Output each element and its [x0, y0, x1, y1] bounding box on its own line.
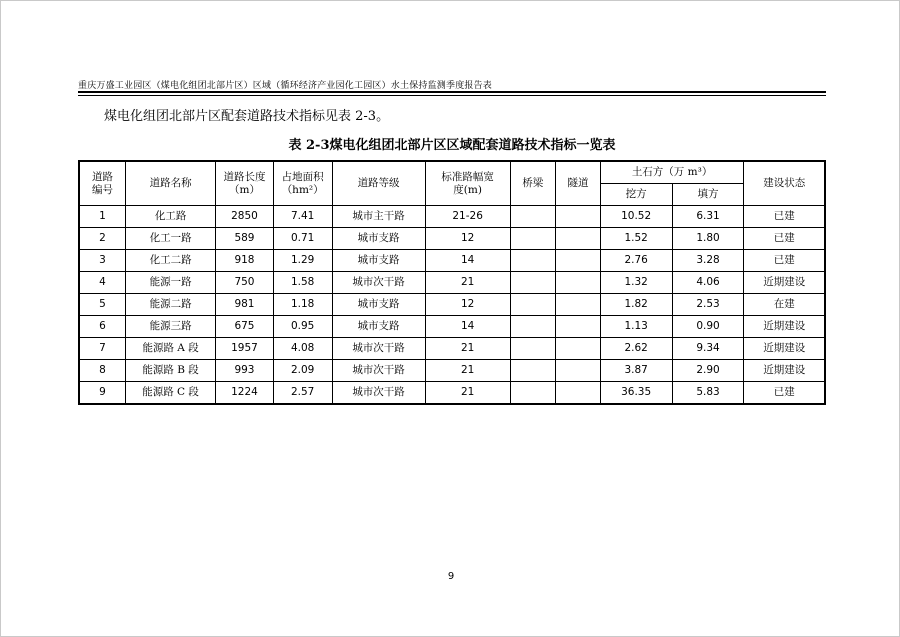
cell-width: 12: [425, 294, 510, 316]
cell-bridge: [510, 382, 556, 405]
cell-road-no: 6: [79, 316, 126, 338]
cell-tunnel: [556, 272, 601, 294]
header-tunnel: 隧道: [556, 161, 601, 206]
cell-area: 2.57: [273, 382, 332, 405]
cell-tunnel: [556, 360, 601, 382]
cell-tunnel: [556, 382, 601, 405]
cell-grade: 城市支路: [332, 316, 425, 338]
table-header-row: [79, 161, 825, 184]
cell-length: 1224: [216, 382, 274, 405]
cell-cut: 1.32: [600, 272, 672, 294]
cell-bridge: [510, 228, 556, 250]
cell-cut: 1.82: [600, 294, 672, 316]
cell-area: 1.58: [273, 272, 332, 294]
cell-road-no: 5: [79, 294, 126, 316]
cell-status: 在建: [744, 294, 825, 316]
cell-tunnel: [556, 228, 601, 250]
table-row: [79, 228, 825, 250]
cell-grade: 城市次干路: [332, 382, 425, 405]
cell-fill: 5.83: [672, 382, 744, 405]
header-fill: 填方: [672, 184, 744, 206]
page-header: 重庆万盛工业园区（煤电化组团北部片区）区域（循环经济产业园化工园区）水土保持监测季度报告表: [78, 81, 493, 91]
cell-width: 21: [425, 382, 510, 405]
header-rule-thick: [78, 91, 826, 93]
road-index-table: [78, 160, 826, 405]
intro-paragraph: 煤电化组团北部片区配套道路技术指标见表 2-3。: [104, 109, 390, 124]
cell-fill: 6.31: [672, 206, 744, 228]
cell-bridge: [510, 294, 556, 316]
cell-width: 21-26: [425, 206, 510, 228]
cell-area: 7.41: [273, 206, 332, 228]
cell-cut: 3.87: [600, 360, 672, 382]
cell-length: 675: [216, 316, 274, 338]
table-row: [79, 250, 825, 272]
header-area-unit: （hm²）: [281, 183, 324, 196]
cell-grade: 城市次干路: [332, 338, 425, 360]
header-length: 道路长度（m）: [216, 161, 274, 206]
table-row: [79, 338, 825, 360]
header-width: 标准路幅宽度(m): [425, 161, 510, 206]
cell-area: 1.18: [273, 294, 332, 316]
table-caption: 表 2-3煤电化组团北部片区区域配套道路技术指标一览表: [288, 138, 616, 153]
cell-fill: 2.90: [672, 360, 744, 382]
cell-length: 2850: [216, 206, 274, 228]
cell-width: 21: [425, 338, 510, 360]
cell-grade: 城市主干路: [332, 206, 425, 228]
header-road-name: 道路名称: [126, 161, 216, 206]
cell-status: 近期建设: [744, 316, 825, 338]
cell-fill: 9.34: [672, 338, 744, 360]
cell-grade: 城市次干路: [332, 360, 425, 382]
cell-grade: 城市支路: [332, 294, 425, 316]
cell-road-name: 能源三路: [126, 316, 216, 338]
cell-length: 993: [216, 360, 274, 382]
cell-road-no: 8: [79, 360, 126, 382]
cell-width: 12: [425, 228, 510, 250]
table-row: [79, 360, 825, 382]
header-grade: 道路等级: [332, 161, 425, 206]
cell-road-name: 能源路 C 段: [126, 382, 216, 405]
cell-tunnel: [556, 206, 601, 228]
cell-status: 近期建设: [744, 360, 825, 382]
cell-fill: 2.53: [672, 294, 744, 316]
cell-status: 已建: [744, 250, 825, 272]
cell-road-name: 化工二路: [126, 250, 216, 272]
cell-bridge: [510, 316, 556, 338]
cell-fill: 4.06: [672, 272, 744, 294]
header-area: [273, 161, 332, 206]
cell-status: 近期建设: [744, 272, 825, 294]
table-row: [79, 316, 825, 338]
cell-tunnel: [556, 294, 601, 316]
cell-status: 已建: [744, 228, 825, 250]
cell-length: 750: [216, 272, 274, 294]
cell-area: 4.08: [273, 338, 332, 360]
cell-cut: 1.52: [600, 228, 672, 250]
cell-road-name: 化工路: [126, 206, 216, 228]
cell-grade: 城市支路: [332, 250, 425, 272]
cell-area: 0.95: [273, 316, 332, 338]
cell-road-name: 化工一路: [126, 228, 216, 250]
cell-bridge: [510, 360, 556, 382]
header-cut: 挖方: [600, 184, 672, 206]
cell-road-name: 能源路 B 段: [126, 360, 216, 382]
cell-road-name: 能源路 A 段: [126, 338, 216, 360]
cell-length: 589: [216, 228, 274, 250]
cell-road-no: 4: [79, 272, 126, 294]
cell-bridge: [510, 338, 556, 360]
table-row: [79, 272, 825, 294]
cell-bridge: [510, 250, 556, 272]
cell-grade: 城市次干路: [332, 272, 425, 294]
cell-cut: 2.62: [600, 338, 672, 360]
cell-width: 14: [425, 316, 510, 338]
cell-fill: 3.28: [672, 250, 744, 272]
cell-status: 已建: [744, 382, 825, 405]
cell-length: 1957: [216, 338, 274, 360]
cell-cut: 1.13: [600, 316, 672, 338]
cell-cut: 10.52: [600, 206, 672, 228]
cell-length: 918: [216, 250, 274, 272]
cell-fill: 0.90: [672, 316, 744, 338]
cell-tunnel: [556, 338, 601, 360]
cell-road-no: 7: [79, 338, 126, 360]
cell-area: 1.29: [273, 250, 332, 272]
cell-width: 14: [425, 250, 510, 272]
table-row: [79, 206, 825, 228]
header-earthwork: 土石方（万 m³）: [600, 161, 744, 184]
cell-grade: 城市支路: [332, 228, 425, 250]
cell-road-no: 9: [79, 382, 126, 405]
cell-road-no: 3: [79, 250, 126, 272]
header-area-label: 占地面积: [281, 170, 324, 183]
cell-bridge: [510, 206, 556, 228]
cell-bridge: [510, 272, 556, 294]
cell-road-name: 能源一路: [126, 272, 216, 294]
table-row: [79, 294, 825, 316]
cell-length: 981: [216, 294, 274, 316]
cell-status: 近期建设: [744, 338, 825, 360]
header-rule-thin: [78, 95, 826, 96]
cell-area: 2.09: [273, 360, 332, 382]
table-row: [79, 382, 825, 405]
cell-fill: 1.80: [672, 228, 744, 250]
header-bridge: 桥梁: [510, 161, 556, 206]
cell-cut: 36.35: [600, 382, 672, 405]
cell-road-name: 能源二路: [126, 294, 216, 316]
cell-cut: 2.76: [600, 250, 672, 272]
cell-status: 已建: [744, 206, 825, 228]
cell-road-no: 2: [79, 228, 126, 250]
cell-area: 0.71: [273, 228, 332, 250]
cell-width: 21: [425, 272, 510, 294]
header-road-no: 道路编号: [79, 161, 126, 206]
header-status: 建设状态: [744, 161, 825, 206]
cell-road-no: 1: [79, 206, 126, 228]
cell-tunnel: [556, 250, 601, 272]
cell-tunnel: [556, 316, 601, 338]
page-number: 9: [447, 571, 455, 582]
cell-width: 21: [425, 360, 510, 382]
